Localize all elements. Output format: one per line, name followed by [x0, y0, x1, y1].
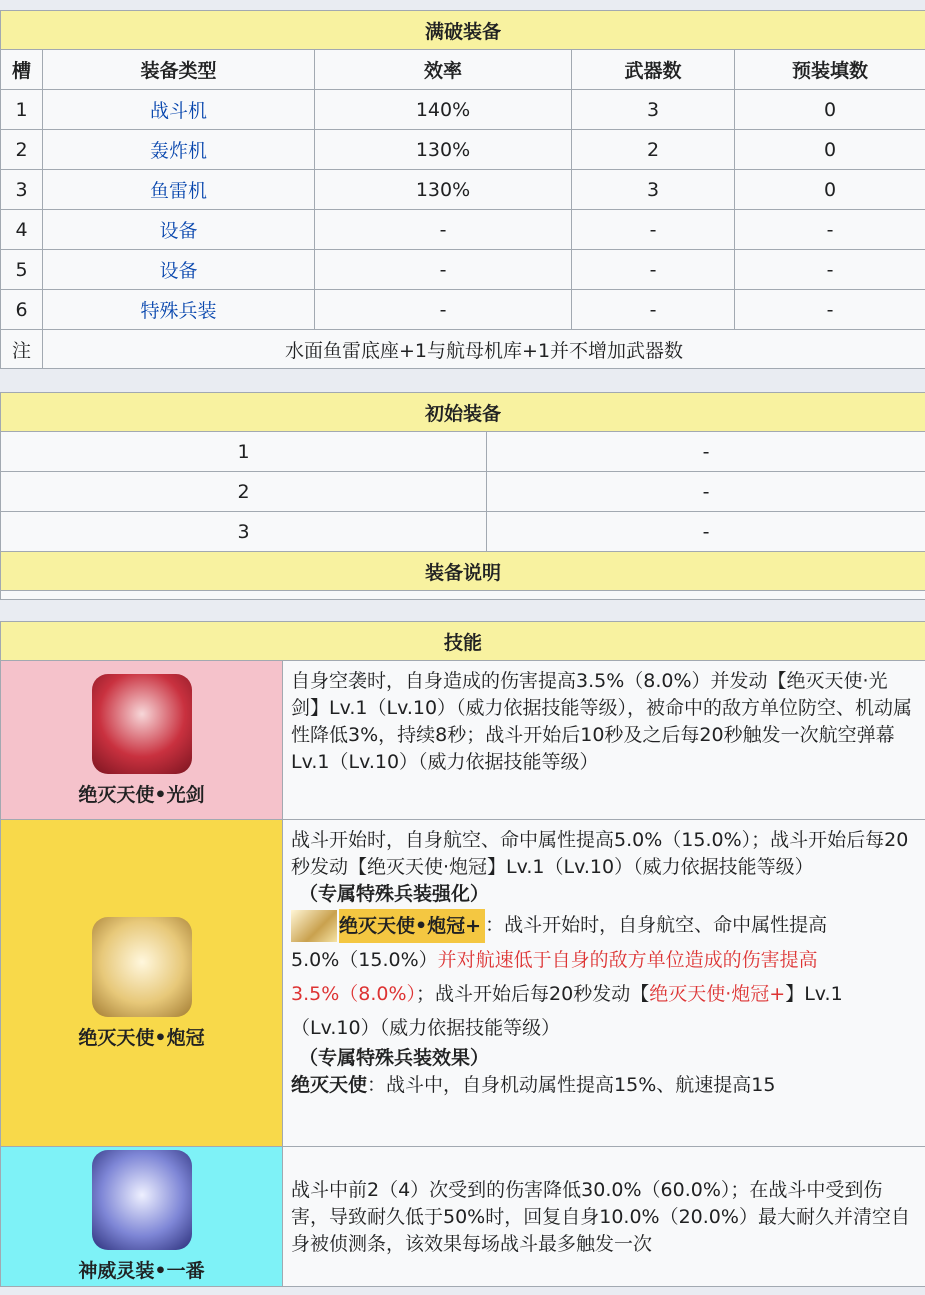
table-row: [1, 250, 925, 290]
full-break-table: [0, 10, 925, 369]
ex-text: 】Lv.1（Lv.10）（威力依据技能等级）: [291, 982, 843, 1039]
slot-cell: 4: [1, 210, 43, 250]
ex-title: （专属特殊兵装强化）: [299, 883, 490, 905]
slot-cell: 2: [1, 130, 43, 170]
skill-icon-cell: [1, 1147, 283, 1287]
skills-table: [0, 621, 925, 1287]
spacer: [0, 369, 925, 392]
skill-row: [1, 820, 925, 1147]
top-bar: [0, 0, 925, 10]
skill-row: [1, 661, 925, 820]
skill-desc: 自身空袭时，自身造成的伤害提高3.5%（8.0%）并发动【绝灭天使·光剑】Lv.1（Lv.10）（威力依据技能等级），被命中的敌方单位防空、机动属性降低3%，持续8秒；战斗开始后10秒及之后每20秒触发一次航空弹幕Lv.1（Lv.10）（威力依据技能等级）: [283, 661, 925, 820]
full-break-title: 满破装备: [1, 11, 925, 50]
type-link[interactable]: 特殊兵装: [43, 290, 315, 330]
equip-desc-title: 装备说明: [1, 552, 925, 591]
table-row: [1, 90, 925, 130]
eff-text: ：战斗中，自身机动属性提高15%、航速提高15: [367, 1073, 776, 1096]
skill-icon-cell: [1, 661, 283, 820]
table-row: [1, 432, 925, 472]
weapons-cell: -: [572, 210, 735, 250]
table-row: [1, 512, 925, 552]
skill-row: [1, 1147, 925, 1287]
slot-cell: 3: [1, 170, 43, 210]
slot-cell: 2: [1, 472, 487, 512]
eff-name: 绝灭天使: [291, 1073, 368, 1096]
type-link[interactable]: 设备: [43, 250, 315, 290]
efficiency-cell: -: [315, 250, 572, 290]
efficiency-cell: -: [315, 210, 572, 250]
slot-cell: 5: [1, 250, 43, 290]
equip-cell: -: [487, 472, 925, 512]
slot-cell: 1: [1, 432, 487, 472]
note-row: [1, 330, 925, 369]
col-efficiency: 效率: [315, 50, 572, 90]
ex-highlight: 并对航速低于自身的敌方单位造成的伤害提高3.5%（8.0%）: [291, 948, 818, 1005]
weapons-cell: -: [572, 250, 735, 290]
type-link[interactable]: 轰炸机: [43, 130, 315, 170]
table-row: [1, 130, 925, 170]
equipment-mini-icon: [291, 910, 337, 942]
table-row: [1, 210, 925, 250]
weapons-cell: 3: [572, 90, 735, 130]
note-label: 注: [1, 330, 43, 369]
table-row: [1, 170, 925, 210]
slot-cell: 3: [1, 512, 487, 552]
ex-skill-chip[interactable]: 绝灭天使•炮冠+: [339, 909, 485, 943]
preload-cell: -: [735, 210, 925, 250]
skill-name: 绝灭天使•炮冠: [78, 1026, 205, 1049]
preload-cell: -: [735, 290, 925, 330]
col-preload: 预装填数: [735, 50, 925, 90]
equip-cell: -: [487, 432, 925, 472]
skills-title: 技能: [1, 622, 925, 661]
initial-title: 初始装备: [1, 393, 925, 432]
ex-desc: [291, 908, 915, 1045]
equip-cell: -: [487, 512, 925, 552]
equip-desc-body: [1, 591, 925, 600]
preload-cell: -: [735, 250, 925, 290]
skill-name: 神威灵装•一番: [78, 1260, 205, 1282]
initial-equipment-table: [0, 392, 925, 600]
weapons-cell: -: [572, 290, 735, 330]
skill-desc-block: [283, 820, 925, 1147]
col-slot: 槽: [1, 50, 43, 90]
col-weapons: 武器数: [572, 50, 735, 90]
skill-desc: 战斗中前2（4）次受到的伤害降低30.0%（60.0%）；在战斗中受到伤害，导致耐久低于50%时，回复自身10.0%（20.0%）最大耐久并清空自身被侦测条，该效果每场战斗最多触发一次: [283, 1147, 925, 1287]
spacer: [0, 600, 925, 621]
preload-cell: 0: [735, 130, 925, 170]
weapons-cell: 2: [572, 130, 735, 170]
table-row: [1, 290, 925, 330]
angel-sword-icon: [92, 674, 192, 774]
angel-crown-icon: [92, 917, 192, 1017]
type-link[interactable]: 设备: [43, 210, 315, 250]
weapons-cell: 3: [572, 170, 735, 210]
efficiency-cell: 130%: [315, 130, 572, 170]
note-text: 水面鱼雷底座+1与航母机库+1并不增加武器数: [43, 330, 925, 369]
ex-highlight: 绝灭天使·炮冠+: [649, 982, 786, 1005]
efficiency-cell: 140%: [315, 90, 572, 130]
type-link[interactable]: 战斗机: [43, 90, 315, 130]
eff-desc: [291, 1072, 915, 1099]
ex-text: ；战斗开始后每20秒发动【: [416, 982, 650, 1005]
eff-title: （专属特殊兵装效果）: [299, 1046, 490, 1069]
col-type: 装备类型: [43, 50, 315, 90]
slot-cell: 1: [1, 90, 43, 130]
efficiency-cell: -: [315, 290, 572, 330]
divine-armor-icon: [92, 1150, 192, 1250]
preload-cell: 0: [735, 170, 925, 210]
table-row: [1, 472, 925, 512]
efficiency-cell: 130%: [315, 170, 572, 210]
type-link[interactable]: 鱼雷机: [43, 170, 315, 210]
skill-icon-cell: [1, 820, 283, 1147]
slot-cell: 6: [1, 290, 43, 330]
preload-cell: 0: [735, 90, 925, 130]
skill-name: 绝灭天使•光剑: [78, 783, 205, 806]
skill-desc: 战斗开始时，自身航空、命中属性提高5.0%（15.0%）；战斗开始后每20秒发动【绝灭天使·炮冠】Lv.1（Lv.10）（威力依据技能等级）: [291, 829, 909, 878]
ex-text: ：战斗开始时，自身航空、命中属性提高5.0%（15.0%）: [291, 914, 828, 971]
